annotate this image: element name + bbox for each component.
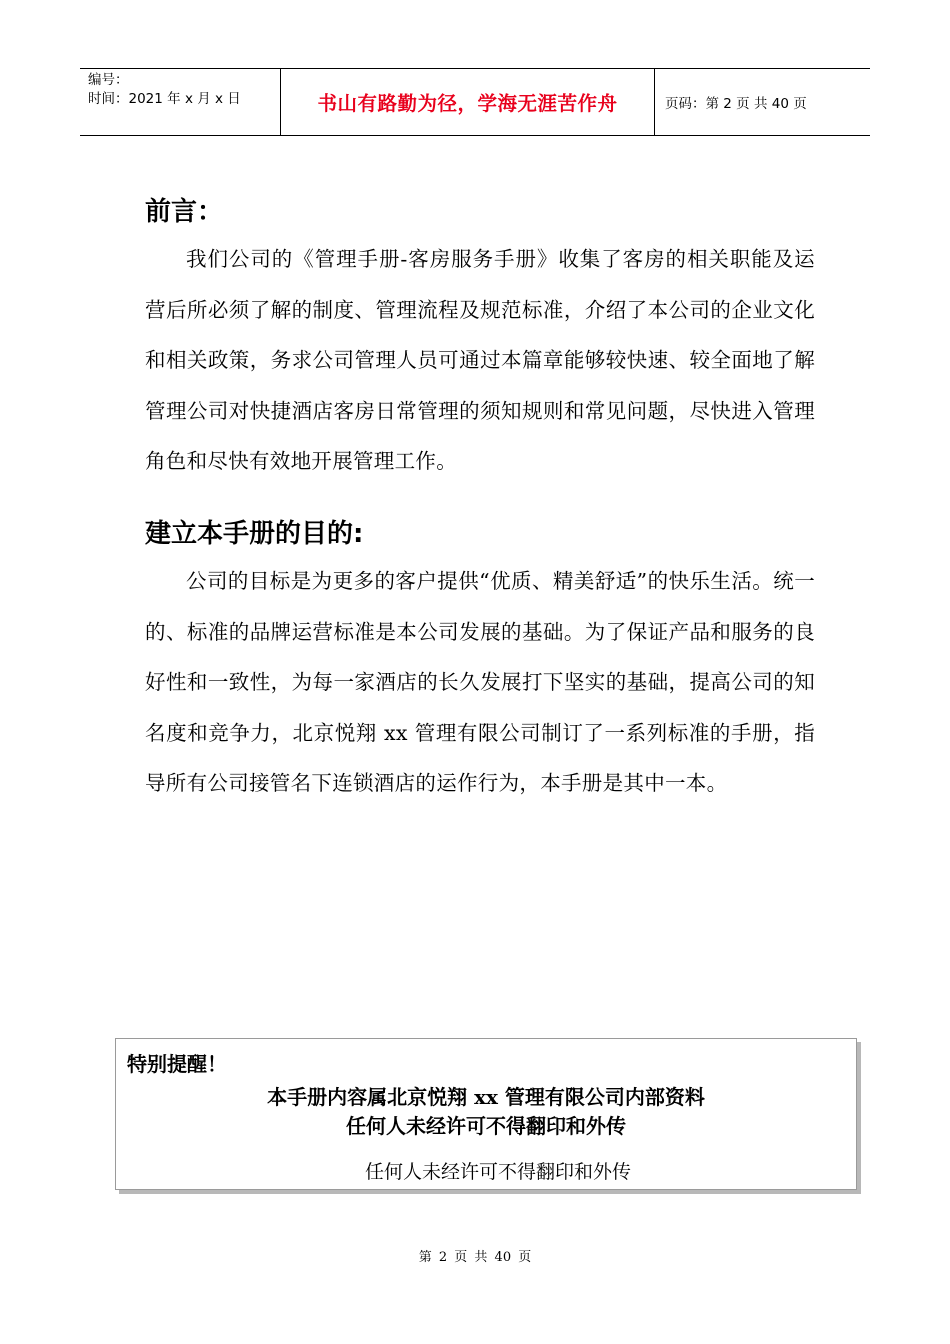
notice-title: 特别提醒！ <box>127 1052 227 1076</box>
notice-line-confidential: 本手册内容属北京悦翔 xx 管理有限公司内部资料 <box>267 1085 705 1109</box>
purpose-heading: 建立本手册的目的: <box>145 519 364 549</box>
page-footer: 第 2 页 共 40 页 <box>418 1250 532 1265</box>
header-page-info: 页码：第 2 页 共 40 页 <box>665 96 807 112</box>
special-notice-box <box>115 1038 857 1190</box>
notice-line-no-copy: 任何人未经许可不得翻印和外传 <box>346 1114 626 1138</box>
header-motto: 书山有路勤为径，学海无涯苦作舟 <box>281 69 655 135</box>
purpose-paragraph: 公司的目标是为更多的客户提供“优质、精美舒适”的快乐生活。统一的、标准的品牌运营标准是本公司发展的基础。为了保证产品和服务的良好性和一致性，为每一家酒店的长久发展打下坚实的基础，提高公司的知名度和竞争力，北京悦翔 xx 管理有限公司制订了一系列标准的手册，指导所有公司接管名下连锁酒店的运作行为，本手册是其中一本。 <box>145 569 815 795</box>
notice-line-no-copy-repeat: 任何人未经许可不得翻印和外传 <box>364 1161 631 1183</box>
document-date: 时间：2021 年 x 月 x 日 <box>88 91 241 107</box>
preface-paragraph: 我们公司的《管理手册-客房服务手册》收集了客房的相关职能及运营后所必须了解的制度、管理流程及规范标准，介绍了本公司的企业文化和相关政策，务求公司管理人员可通过本篇章能够较快速、较全面地了解管理公司对快捷酒店客房日常管理的须知规则和常见问题，尽快进入管理角色和尽快有效地开展管理工作。 <box>145 247 815 473</box>
document-number-label: 编号： <box>88 72 129 88</box>
preface-heading: 前言： <box>145 197 224 227</box>
page-header <box>80 68 870 136</box>
header-meta <box>80 69 281 135</box>
